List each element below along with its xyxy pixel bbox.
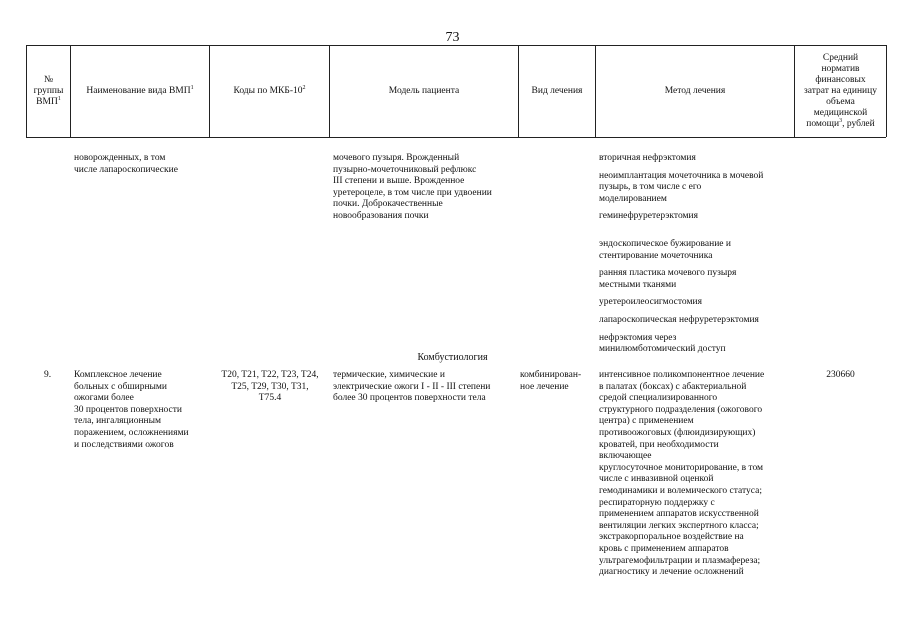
method-item: неоимплантация мочеточника в мочевой пузырь, в том числе с его моделированием	[599, 170, 764, 204]
method-item: геминефруретерэктомия	[599, 211, 698, 222]
header-icd-codes-label: Коды по МКБ-10	[233, 85, 303, 96]
header-average-cost	[795, 47, 886, 135]
header-treatment-method-label: Метод лечения	[664, 85, 726, 96]
icd-codes: T20, T21, T22, T23, T24, T25, T29, T30, T31, T75.4	[221, 370, 319, 404]
header-group-number-label: № группы ВМП	[33, 74, 64, 107]
method-item: эндоскопическое бужирование и стентирование мочеточника	[599, 238, 731, 261]
average-cost: 230660	[826, 370, 855, 380]
header-treatment-method	[596, 47, 794, 135]
header-treatment-type	[519, 47, 595, 135]
footnote-mark: 1	[190, 84, 194, 91]
header-average-cost-unit: , рублей	[842, 118, 875, 129]
continuation-method-list	[599, 153, 799, 362]
method-item: ранняя пластика мочевого пузыря местными тканями	[599, 268, 737, 290]
continuation-vmp-name: новорожденных, в том числе лапароскопические	[74, 153, 178, 175]
footnote-mark: 1	[57, 95, 61, 102]
header-bottom-border	[26, 137, 886, 138]
header-vmp-name	[71, 47, 209, 135]
method-item: нефрэктомия через минилюмботомический доступ	[599, 332, 726, 355]
footnote-mark: 3	[839, 117, 843, 124]
header-patient-model	[330, 47, 518, 135]
header-average-cost-label: Средний норматив финансовых затрат на единицу объема медицинской помощи	[804, 52, 877, 129]
header-top-border	[26, 45, 886, 46]
method-item: лапароскопическая нефруретерэктомия	[599, 314, 759, 325]
header-group-number	[27, 47, 70, 135]
column-divider	[886, 45, 887, 137]
method-spacer	[599, 229, 799, 239]
treatment-method: интенсивное поликомпонентное лечение в палатах (боксах) с абактериальной средой специализированного структурного подразделения (ожогового центра) с применением противоожоговых (флюидизирующих) кроватей, при необходимости включающее круглосуточное мониторирование, в том числе с инвазивной оценкой гемодинамики и волемического статуса; респираторную поддержку с применением аппаратов искусственной вентиляции легких экспертного класса; экстракорпоральное воздействие на кровь с применением аппаратов ультрагемофильтрации и плазмафереза; диагностику и лечение осложнений	[599, 370, 765, 578]
method-item: уретероилеосигмостомия	[599, 297, 702, 308]
header-treatment-type-label: Вид лечения	[531, 85, 583, 96]
vmp-name: Комплексное лечение больных с обширными ожогами более 30 процентов поверхности тела, ингаляционным поражением, осложнениями и последствиями ожогов	[74, 370, 189, 450]
footnote-mark: 2	[302, 84, 306, 91]
group-number: 9.	[44, 370, 52, 380]
treatment-type: комбинирован- ное лечение	[520, 370, 582, 392]
patient-model: термические, химические и электрические ожоги I - II - III степени более 30 процентов поверхности тела	[333, 370, 491, 404]
header-icd-codes	[210, 47, 329, 135]
header-patient-model-label: Модель пациента	[388, 85, 460, 96]
method-item: вторичная нефрэктомия	[599, 153, 696, 163]
header-vmp-name-label: Наименование вида ВМП	[86, 85, 191, 96]
section-title: Комбустиология	[417, 352, 488, 363]
page-number: 73	[445, 30, 460, 45]
continuation-patient-model: мочевого пузыря. Врожденный пузырно-мочеточниковый рефлюкс III степени и выше. Врожденное уретероцеле, в том числе при удвоении почки. Доброкачественные новообразования почки	[333, 153, 492, 221]
